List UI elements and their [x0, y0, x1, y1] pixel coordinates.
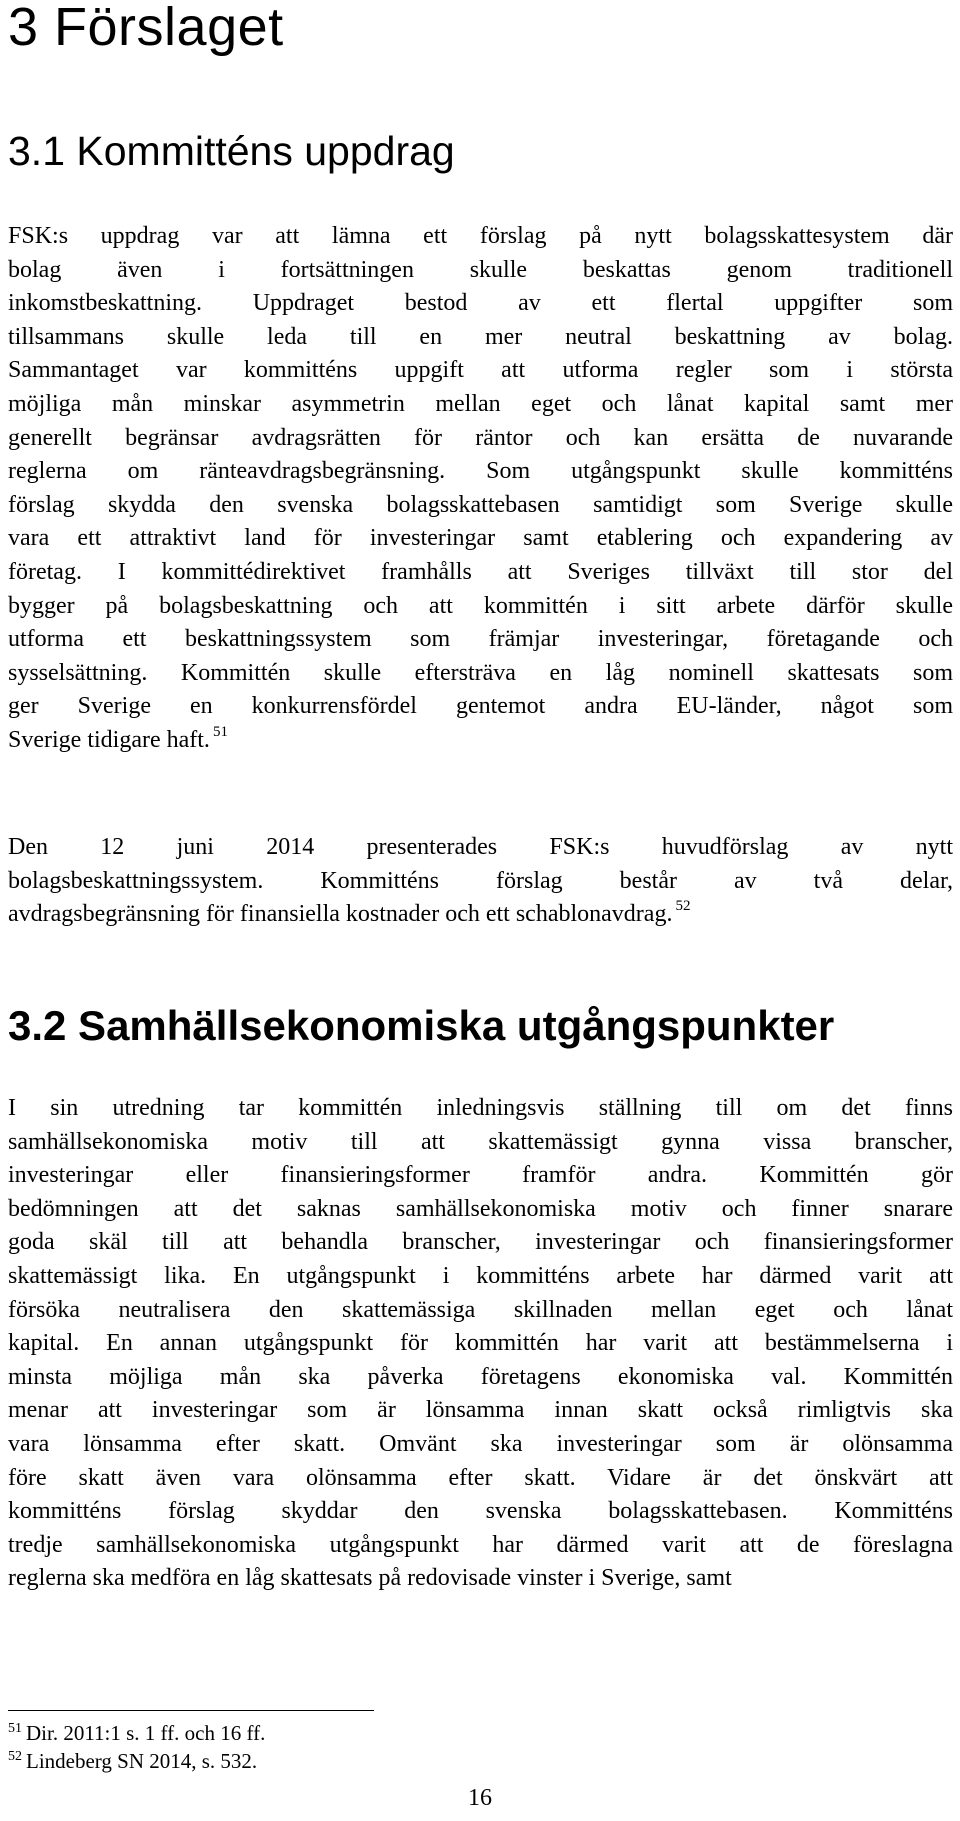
paragraph-huvudforslag [8, 831, 953, 932]
text-line: kommitténs förslag skyddar den svenska bolagsskattebasen. Kommitténs [8, 1498, 953, 1525]
text-line: skattemässigt lika. En utgångspunkt i kommitténs arbete har därmed varit att [8, 1262, 953, 1289]
section-heading-3-1: 3.1 Kommitténs uppdrag [8, 128, 455, 174]
footnote-number: 51 [8, 1721, 22, 1736]
chapter-title: 3 Förslaget [8, 0, 284, 57]
text-line: menar att investeringar som är lönsamma innan skatt också rimligtvis ska [8, 1397, 953, 1424]
text-line: investeringar eller finansieringsformer framför andra. Kommittén gör [8, 1162, 953, 1189]
footnote-text: Lindeberg SN 2014, s. 532. [26, 1749, 258, 1773]
text-line: företag. I kommittédirektivet framhålls att Sveriges tillväxt till stor del [8, 558, 953, 585]
text-line: sysselsättning. Kommittén skulle eftersträva en låg nominell skattesats som [8, 659, 953, 686]
text-line: förslag skydda den svenska bolagsskattebasen samtidigt som Sverige skulle [8, 491, 953, 518]
footnote-reference: 52 [675, 898, 691, 915]
footnote-text: Dir. 2011:1 s. 1 ff. och 16 ff. [26, 1721, 266, 1745]
text-line: vara ett attraktivt land för investeringar samt etablering och expandering av [8, 525, 953, 552]
text-line: före skatt även vara olönsamma efter skatt. Vidare är det önskvärt att [8, 1464, 953, 1491]
text-line: goda skäl till att behandla branscher, investeringar och finansieringsformer [8, 1229, 953, 1256]
page-number: 16 [468, 1785, 492, 1811]
text-line: avdragsbegränsning för finansiella kostnader och ett schablonavdrag. $^{52}$ [8, 898, 691, 928]
text-line: minsta möjliga mån ska påverka företagens ekonomiska val. Kommittén [8, 1363, 953, 1390]
text-line: inkomstbeskattning. Uppdraget bestod av ett flertal uppgifter som [8, 290, 953, 317]
footnote-separator [8, 1710, 374, 1711]
paragraph-utgangspunkter [8, 1092, 953, 1596]
text-line: vara lönsamma efter skatt. Omvänt ska investeringar som är olönsamma [8, 1430, 953, 1457]
text-line: generellt begränsar avdragsrätten för räntor och kan ersätta de nuvarande [8, 424, 953, 451]
footnote-number: 52 [8, 1749, 22, 1764]
footnote-51 [8, 1720, 265, 1746]
text-line: tredje samhällsekonomiska utgångspunkt har därmed varit att de föreslagna [8, 1531, 953, 1558]
text-line: kapital. En annan utgångspunkt för kommittén har varit att bestämmelserna i [8, 1330, 953, 1357]
footnote-52 [8, 1748, 257, 1774]
text-line: I sin utredning tar kommittén inledningsvis ställning till om det finns [8, 1095, 953, 1121]
footnote-reference: 51 [212, 723, 228, 740]
text-line: reglerna ska medföra en låg skattesats på redovisade vinster i Sverige, samt [8, 1565, 732, 1592]
text-line: Den 12 juni 2014 presenterades FSK:s huvudförslag av nytt [8, 834, 953, 860]
text-line: Sverige tidigare haft. $^{51}$ [8, 723, 228, 753]
text-line: bygger på bolagsbeskattning och att kommittén i sitt arbete därför skulle [8, 592, 953, 619]
text-line: bolag även i fortsättningen skulle beskattas genom traditionell [8, 256, 953, 283]
text-line: bedömningen att det saknas samhällsekonomiska motiv och finner snarare [8, 1195, 953, 1222]
paragraph-uppdrag [8, 220, 953, 758]
text-line: möjliga mån minskar asymmetrin mellan eget och lånat kapital samt mer [8, 390, 953, 417]
section-heading-3-2: 3.2 Samhällsekonomiska utgångspunkter [8, 1002, 835, 1049]
text-line: Sammantaget var kommitténs uppgift att utforma regler som i största [8, 357, 953, 384]
text-line: tillsammans skulle leda till en mer neutral beskattning av bolag. [8, 323, 953, 350]
text-line: ger Sverige en konkurrensfördel gentemot andra EU-länder, något som [8, 693, 953, 720]
text-line: FSK:s uppdrag var att lämna ett förslag på nytt bolagsskattesystem där [8, 223, 953, 249]
text-line: försöka neutralisera den skattemässiga skillnaden mellan eget och lånat [8, 1296, 953, 1323]
text-line: samhällsekonomiska motiv till att skattemässigt gynna vissa branscher, [8, 1128, 953, 1155]
text-line: reglerna om ränteavdragsbegränsning. Som utgångspunkt skulle kommitténs [8, 458, 953, 485]
text-line: utforma ett beskattningssystem som främjar investeringar, företagande och [8, 626, 953, 653]
text-line: bolagsbeskattningssystem. Kommitténs förslag består av två delar, [8, 867, 953, 894]
